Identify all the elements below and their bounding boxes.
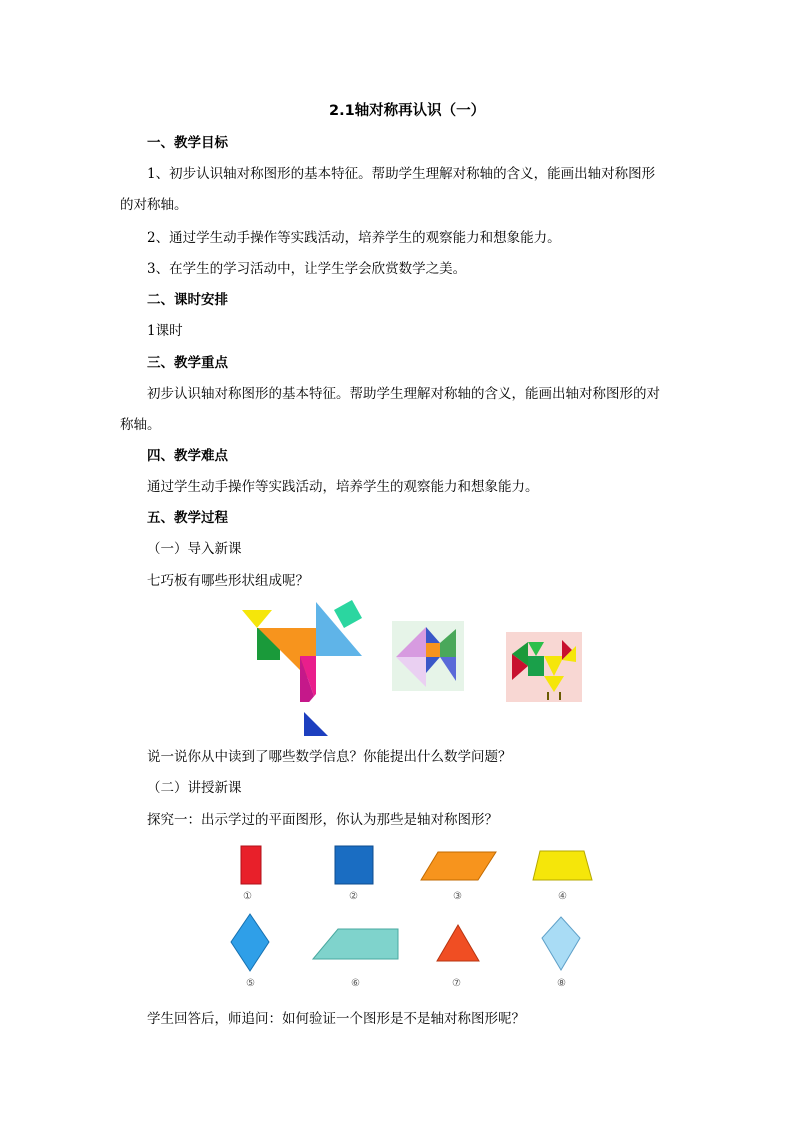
objective-item-1-cont: 的对称轴。	[120, 197, 188, 213]
section-heading-process: 五、教学过程	[147, 510, 228, 526]
objective-item-2: 2、通过学生动手操作等实践活动，培养学生的观察能力和想象能力。	[147, 230, 561, 246]
shape-label-5: ⑤	[246, 978, 255, 989]
rectangle-shape	[241, 846, 261, 884]
shape-triangle	[436, 924, 482, 964]
subsection-intro: （一）导入新课	[147, 541, 242, 557]
key-points-text-cont: 称轴。	[120, 417, 161, 433]
shape-square	[334, 845, 376, 887]
shape-label-6: ⑥	[351, 978, 360, 989]
page-title: 2.1轴对称再认识（一）	[329, 103, 486, 119]
kite-shape	[542, 917, 580, 970]
schedule-text: 1课时	[147, 323, 183, 339]
shape-label-8: ⑧	[557, 978, 566, 989]
shape-kite	[541, 916, 583, 972]
tangram-discussion-question: 说一说你从中读到了哪些数学信息？你能提出什么数学问题？	[147, 749, 512, 765]
difficulties-text: 通过学生动手操作等实践活动，培养学生的观察能力和想象能力。	[147, 479, 539, 495]
tangram-question: 七巧板有哪些形状组成呢？	[147, 573, 309, 589]
key-points-text: 初步认识轴对称图形的基本特征。帮助学生理解对称轴的含义，能画出轴对称图形的对	[147, 386, 660, 402]
shape-trapezoid	[532, 850, 594, 882]
shape-parallelogram	[420, 851, 498, 883]
section-heading-difficulties: 四、教学难点	[147, 448, 228, 464]
tangram-figure-person	[238, 598, 366, 738]
followup-question: 学生回答后，师追问：如何验证一个图形是不是轴对称图形呢？	[147, 1011, 525, 1027]
triangle-shape	[437, 925, 479, 961]
right-trapezoid-shape	[313, 929, 398, 959]
shape-label-3: ③	[453, 891, 462, 902]
shape-rhombus	[230, 913, 272, 973]
parallelogram-shape	[421, 852, 496, 880]
section-heading-key-points: 三、教学重点	[147, 355, 228, 371]
explore-one-prompt: 探究一：出示学过的平面图形，你认为那些是轴对称图形？	[147, 812, 498, 828]
square-shape	[335, 846, 373, 884]
objective-item-3: 3、在学生的学习活动中，让学生学会欣赏数学之美。	[147, 261, 467, 277]
shape-right-trapezoid	[312, 928, 402, 962]
objective-item-1: 1、初步认识轴对称图形的基本特征。帮助学生理解对称轴的含义，能画出轴对称图形	[147, 166, 656, 182]
shape-label-2: ②	[349, 891, 358, 902]
rhombus-shape	[231, 914, 269, 971]
section-heading-objectives: 一、教学目标	[147, 135, 228, 151]
tangram-figure-fish	[392, 621, 464, 691]
shape-label-7: ⑦	[452, 978, 461, 989]
section-heading-schedule: 二、课时安排	[147, 292, 228, 308]
shape-rectangle	[240, 845, 264, 887]
shape-label-1: ①	[243, 891, 252, 902]
trapezoid-shape	[533, 851, 592, 880]
subsection-new-lesson: （二）讲授新课	[147, 780, 242, 796]
shape-label-4: ④	[558, 891, 567, 902]
tangram-figure-rooster	[506, 632, 582, 702]
